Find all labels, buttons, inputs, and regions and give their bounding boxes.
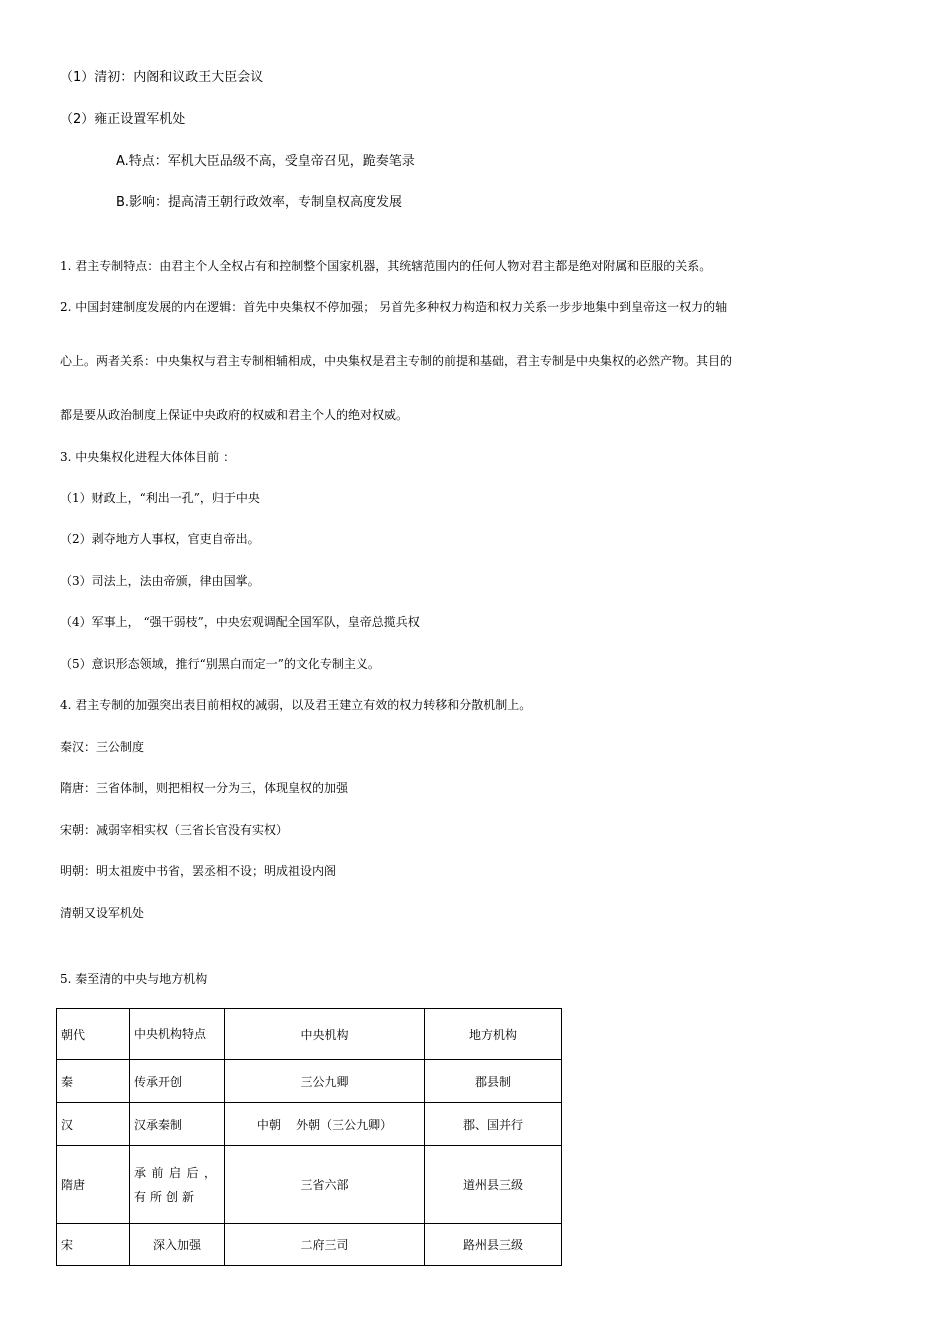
dynasty-suitang: 隋唐：三省体制，则把相权一分为三，体现皇权的加强 — [60, 781, 349, 795]
table-cell: 道州县三级 — [425, 1146, 562, 1224]
table-row — [57, 1224, 562, 1266]
institutions-table — [56, 1008, 562, 1266]
dynasty-ming: 明朝：明太祖废中书省，罢丞相不设；明成祖设内阁 — [60, 864, 337, 878]
dynasty-song: 宋朝：减弱宰相实权（三省长官没有实权） — [60, 823, 289, 837]
table-cell: 承前启后，有所创新 — [130, 1146, 225, 1224]
dynasty-qing: 清朝又设军机处 — [60, 906, 145, 920]
table-header-cell: 地方机构 — [425, 1009, 562, 1060]
list-item-3-3: （3）司法上，法由帝颁，律由国掌。 — [60, 574, 260, 588]
paragraph-2-line-3: 都是要从政治制度上保证中央政府的权威和君主个人的绝对权威。 — [60, 408, 409, 422]
table-header-cell: 中央机构 — [225, 1009, 425, 1060]
outline-item-a: A.特点：军机大臣品级不高，受皇帝召见，跪奏笔录 — [116, 154, 415, 169]
paragraph-1: 1. 君主专制特点：由君主个人全权占有和控制整个国家机器，其统辖范围内的任何人物对君主都是绝对附属和臣服的关系。 — [60, 259, 712, 273]
dynasty-qinhan: 秦汉：三公制度 — [60, 740, 145, 754]
table-cell: 汉 — [57, 1103, 130, 1146]
paragraph-4: 4. 君主专制的加强突出表目前相权的减弱，以及君王建立有效的权力转移和分散机制上。 — [60, 698, 532, 712]
paragraph-3: 3. 中央集权化进程大体体目前 ： — [60, 450, 236, 464]
table-cell: 隋唐 — [57, 1146, 130, 1224]
table-cell: 汉承秦制 — [130, 1103, 225, 1146]
table-row — [57, 1146, 562, 1224]
table-header-row — [57, 1009, 562, 1060]
table-cell: 深入加强 — [130, 1224, 225, 1266]
table-cell: 郡县制 — [425, 1060, 562, 1103]
table-cell: 二府三司 — [225, 1224, 425, 1266]
table-header-cell: 中央机构特点 — [130, 1009, 225, 1060]
list-item-3-1: （1）财政上，“利出一孔”，归于中央 — [60, 491, 260, 505]
table-cell: 传承开创 — [130, 1060, 225, 1103]
outline-item-2: （2）雍正设置军机处 — [60, 112, 186, 127]
table-cell: 郡、国并行 — [425, 1103, 562, 1146]
list-item-3-2: （2）剥夺地方人事权，官吏自帝出。 — [60, 532, 260, 546]
outline-item-1: （1）清初：内阁和议政王大臣会议 — [60, 70, 264, 85]
outline-item-b: B.影响：提高清王朝行政效率，专制皇权高度发展 — [116, 195, 403, 210]
table-cell: 三省六部 — [225, 1146, 425, 1224]
table-cell: 三公九卿 — [225, 1060, 425, 1103]
table-cell: 中朝 外朝（三公九卿） — [225, 1103, 425, 1146]
list-item-3-4: （4）军事上， “强干弱枝”，中央宏观调配全国军队，皇帝总揽兵权 — [60, 615, 420, 629]
paragraph-2-line-1: 2. 中国封建制度发展的内在逻辑：首先中央集权不停加强； 另首先多种权力构造和权力关系一步步地集中到皇帝这一权力的轴 — [60, 300, 728, 314]
paragraph-2-line-2: 心上。两者关系：中央集权与君主专制相辅相成，中央集权是君主专制的前提和基础，君主专制是中央集权的必然产物。其目的 — [60, 354, 733, 368]
table-cell: 路州县三级 — [425, 1224, 562, 1266]
table-header-cell: 朝代 — [57, 1009, 130, 1060]
table-cell: 秦 — [57, 1060, 130, 1103]
list-item-3-5: （5）意识形态领域，推行“别黑白而定一”的文化专制主义。 — [60, 657, 380, 671]
table-cell: 宋 — [57, 1224, 130, 1266]
paragraph-5: 5. 秦至清的中央与地方机构 — [60, 972, 208, 986]
table-row — [57, 1103, 562, 1146]
table-row — [57, 1060, 562, 1103]
